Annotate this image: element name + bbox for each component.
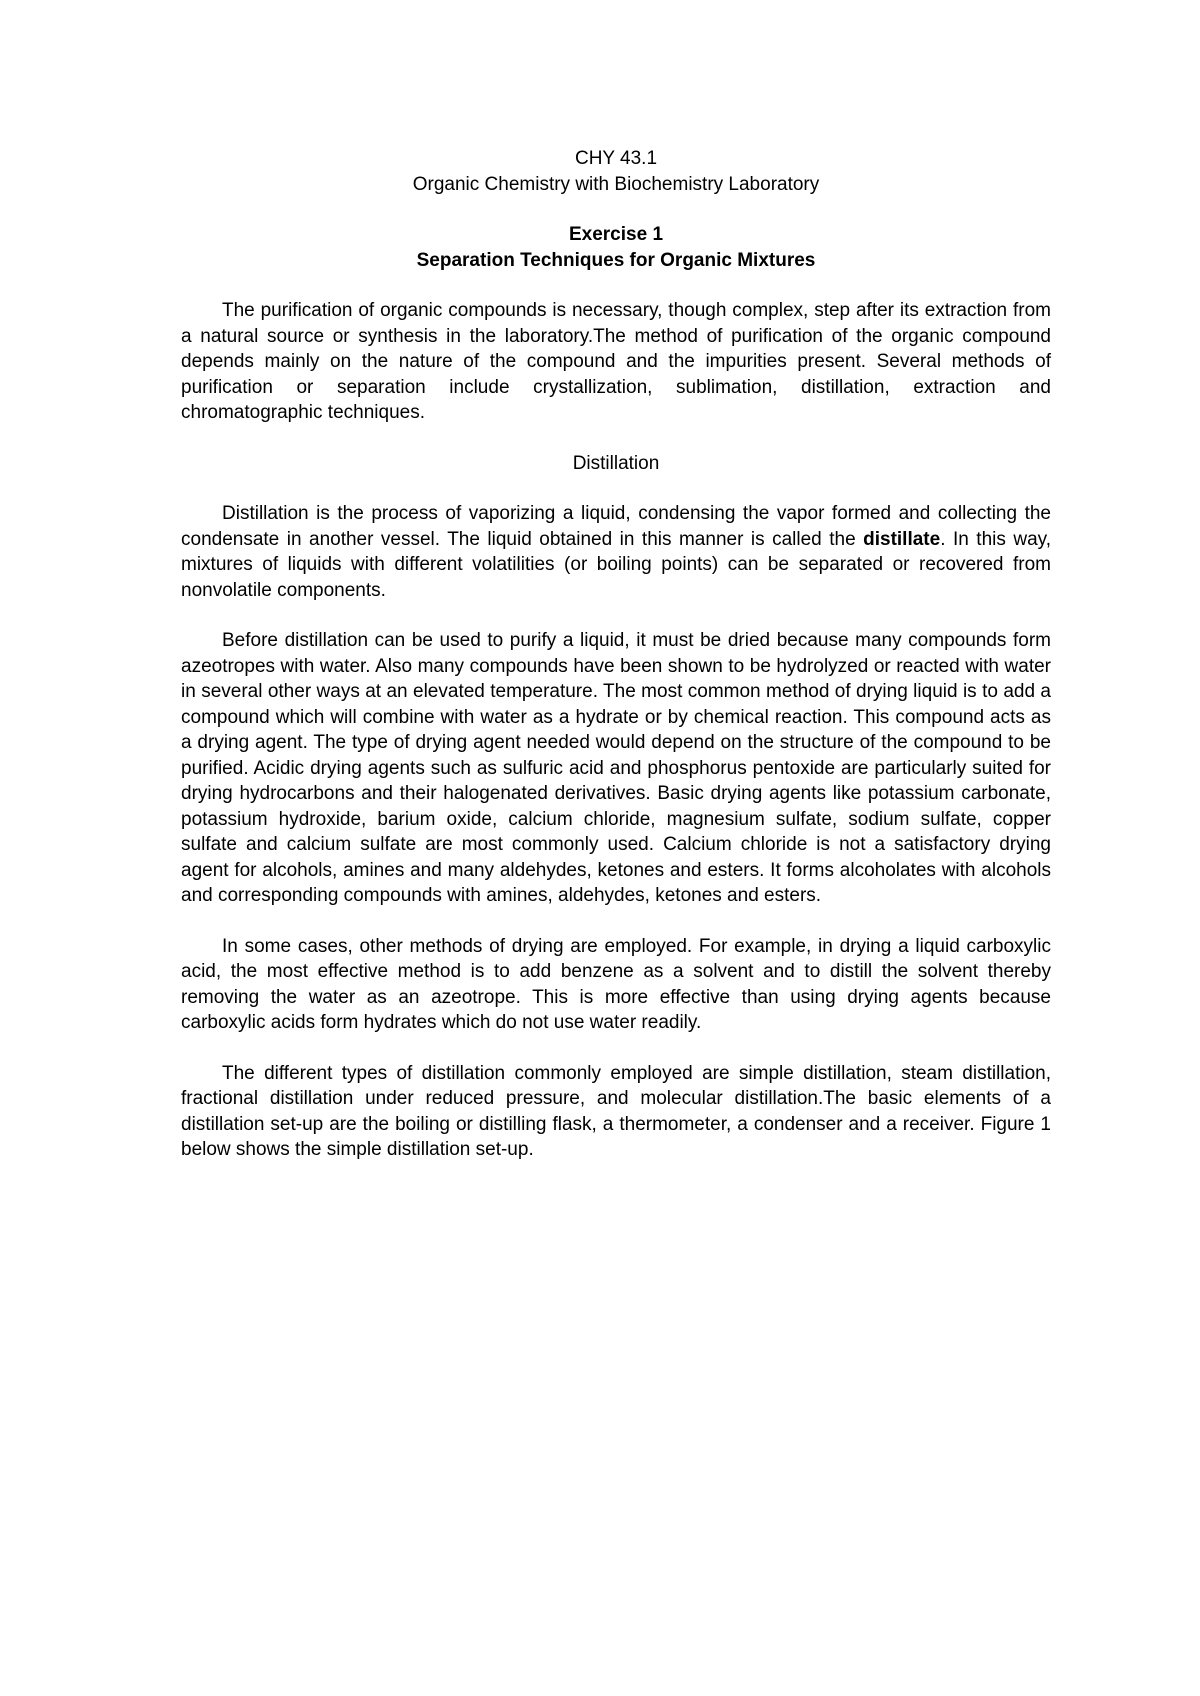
document-header: [181, 146, 1051, 273]
distillation-paragraph-1: [181, 501, 1051, 603]
distillate-term: distillate: [863, 528, 941, 550]
exercise-number: Exercise 1: [568, 224, 664, 245]
section-heading-distillation: Distillation: [572, 452, 660, 474]
document-body: [181, 146, 1051, 1188]
distillation-p1-text-start: Distillation is the process of vaporizing a liquid, condensing the vapor formed and collecting the condensate in another vessel. The liquid obtained in this manner is called the: [181, 503, 1051, 550]
distillation-paragraph-2: Before distillation can be used to purify a liquid, it must be dried because many compounds form azeotropes with water. Also many compounds have been shown to be hydrolyzed or reacted with water in several other ways at an elevated temperature. The most common method of drying liquid is to add a compound which will combine with water as a hydrate or by chemical reaction. This compound acts as a drying agent. The type of drying agent needed would depend on the structure of the compound to be purified. Acidic drying agents such as sulfuric acid and phosphorus pentoxide are particularly suited for drying hydrocarbons and their halogenated derivatives. Basic drying agents like potassium carbonate, potassium hydroxide, barium oxide, calcium chloride, magnesium sulfate, sodium sulfate, copper sulfate and calcium sulfate are most commonly used. Calcium chloride is not a satisfactory drying agent for alcohols, amines and many aldehydes, ketones and esters. It forms alcoholates with alcohols and corresponding compounds with amines, aldehydes, ketones and esters.: [181, 630, 1051, 906]
intro-paragraph: The purification of organic compounds is necessary, though complex, step after its extraction from a natural source or synthesis in the laboratory.The method of purification of the organic compound depends mainly on the nature of the compound and the impurities present. Several methods of purification or separation include crystallization, sublimation, distillation, extraction and chromatographic techniques.: [181, 300, 1051, 423]
distillation-paragraph-3: In some cases, other methods of drying are employed. For example, in drying a liquid carboxylic acid, the most effective method is to add benzene as a solvent and to distill the solvent thereby removing the water as an azeotrope. This is more effective than using drying agents because carboxylic acids form hydrates which do not use water readily.: [181, 935, 1051, 1033]
distillation-paragraph-4: The different types of distillation commonly employed are simple distillation, steam distillation, fractional distillation under reduced pressure, and molecular distillation.The basic elements of a distillation set-up are the boiling or distilling flask, a thermometer, a condenser and a receiver. Figure 1 below shows the simple distillation set-up.: [181, 1062, 1051, 1160]
exercise-title: Separation Techniques for Organic Mixtures: [416, 249, 816, 271]
course-title: Organic Chemistry with Biochemistry Laboratory: [412, 173, 820, 195]
distillation-p1-text-end: . In this way, mixtures of liquids with different volatilities (or boiling points) can be separated or recovered from nonvolatile components.: [181, 528, 1052, 601]
course-code: CHY 43.1: [574, 148, 658, 169]
